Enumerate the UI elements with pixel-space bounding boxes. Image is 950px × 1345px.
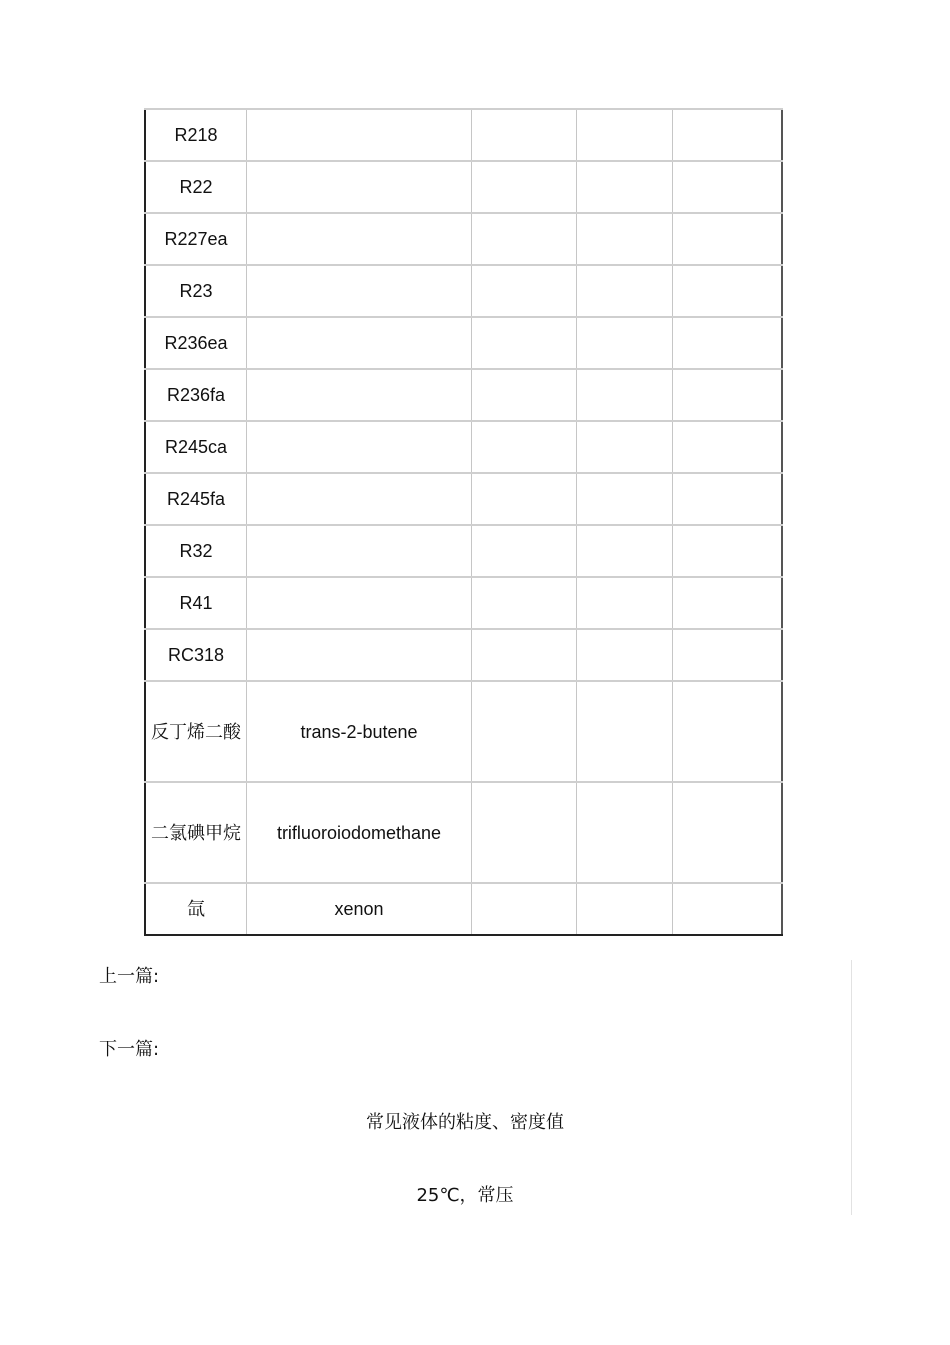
empty-cell bbox=[472, 265, 577, 317]
compound-name-cell: R218 bbox=[145, 109, 247, 161]
empty-cell bbox=[472, 161, 577, 213]
empty-cell bbox=[673, 109, 783, 161]
english-name-cell bbox=[247, 473, 472, 525]
compound-name-cell: R32 bbox=[145, 525, 247, 577]
compound-name-cell: R245fa bbox=[145, 473, 247, 525]
english-name-cell: trifluoroiodomethane bbox=[247, 782, 472, 883]
empty-cell bbox=[577, 473, 673, 525]
empty-cell bbox=[673, 421, 783, 473]
table-row bbox=[145, 681, 782, 782]
english-name-cell bbox=[247, 629, 472, 681]
empty-cell bbox=[577, 369, 673, 421]
table-row bbox=[145, 213, 782, 265]
table-row bbox=[145, 421, 782, 473]
table-row bbox=[145, 525, 782, 577]
compound-name-cell: R41 bbox=[145, 577, 247, 629]
compound-name-cell: RC318 bbox=[145, 629, 247, 681]
table-row bbox=[145, 109, 782, 161]
compound-name-cell: R22 bbox=[145, 161, 247, 213]
english-name-cell bbox=[247, 369, 472, 421]
english-name-cell bbox=[247, 109, 472, 161]
empty-cell bbox=[472, 109, 577, 161]
table-row bbox=[145, 577, 782, 629]
table-row bbox=[145, 473, 782, 525]
section-subtitle: 25℃，常压 bbox=[416, 1185, 514, 1206]
previous-article-link[interactable]: 上一篇: bbox=[99, 966, 160, 987]
empty-cell bbox=[472, 421, 577, 473]
divider-line bbox=[851, 960, 852, 1215]
empty-cell bbox=[673, 681, 783, 782]
empty-cell bbox=[577, 883, 673, 935]
empty-cell bbox=[472, 883, 577, 935]
compound-name-cell: R236ea bbox=[145, 317, 247, 369]
empty-cell bbox=[577, 681, 673, 782]
empty-cell bbox=[673, 525, 783, 577]
empty-cell bbox=[673, 577, 783, 629]
compound-name-cell: R245ca bbox=[145, 421, 247, 473]
empty-cell bbox=[472, 525, 577, 577]
empty-cell bbox=[472, 473, 577, 525]
section-title: 常见液体的粘度、密度值 bbox=[366, 1112, 564, 1133]
compound-name-cell: 二氯碘甲烷 bbox=[145, 782, 247, 883]
empty-cell bbox=[472, 629, 577, 681]
empty-cell bbox=[577, 317, 673, 369]
empty-cell bbox=[577, 213, 673, 265]
empty-cell bbox=[673, 265, 783, 317]
next-article-link[interactable]: 下一篇: bbox=[99, 1039, 160, 1060]
empty-cell bbox=[577, 525, 673, 577]
english-name-cell: trans-2-butene bbox=[247, 681, 472, 782]
empty-cell bbox=[577, 577, 673, 629]
table-row bbox=[145, 782, 782, 883]
empty-cell bbox=[673, 161, 783, 213]
empty-cell bbox=[673, 317, 783, 369]
empty-cell bbox=[673, 629, 783, 681]
english-name-cell bbox=[247, 577, 472, 629]
table-row bbox=[145, 317, 782, 369]
compound-name-cell: 反丁烯二酸 bbox=[145, 681, 247, 782]
empty-cell bbox=[577, 782, 673, 883]
table-row bbox=[145, 265, 782, 317]
empty-cell bbox=[577, 265, 673, 317]
english-name-cell: xenon bbox=[247, 883, 472, 935]
english-name-cell bbox=[247, 213, 472, 265]
compound-name-cell: 氙 bbox=[145, 883, 247, 935]
compound-name-cell: R227ea bbox=[145, 213, 247, 265]
empty-cell bbox=[673, 369, 783, 421]
empty-cell bbox=[472, 213, 577, 265]
empty-cell bbox=[472, 577, 577, 629]
empty-cell bbox=[472, 369, 577, 421]
empty-cell bbox=[577, 421, 673, 473]
empty-cell bbox=[577, 629, 673, 681]
compound-name-cell: R236fa bbox=[145, 369, 247, 421]
empty-cell bbox=[472, 317, 577, 369]
empty-cell bbox=[673, 883, 783, 935]
empty-cell bbox=[577, 109, 673, 161]
empty-cell bbox=[472, 681, 577, 782]
english-name-cell bbox=[247, 421, 472, 473]
english-name-cell bbox=[247, 161, 472, 213]
english-name-cell bbox=[247, 525, 472, 577]
empty-cell bbox=[577, 161, 673, 213]
english-name-cell bbox=[247, 317, 472, 369]
table-row bbox=[145, 369, 782, 421]
empty-cell bbox=[673, 782, 783, 883]
empty-cell bbox=[673, 473, 783, 525]
gas-data-table bbox=[144, 108, 783, 936]
empty-cell bbox=[472, 782, 577, 883]
english-name-cell bbox=[247, 265, 472, 317]
empty-cell bbox=[673, 213, 783, 265]
compound-name-cell: R23 bbox=[145, 265, 247, 317]
table-row bbox=[145, 161, 782, 213]
table-row bbox=[145, 883, 782, 935]
table-row bbox=[145, 629, 782, 681]
